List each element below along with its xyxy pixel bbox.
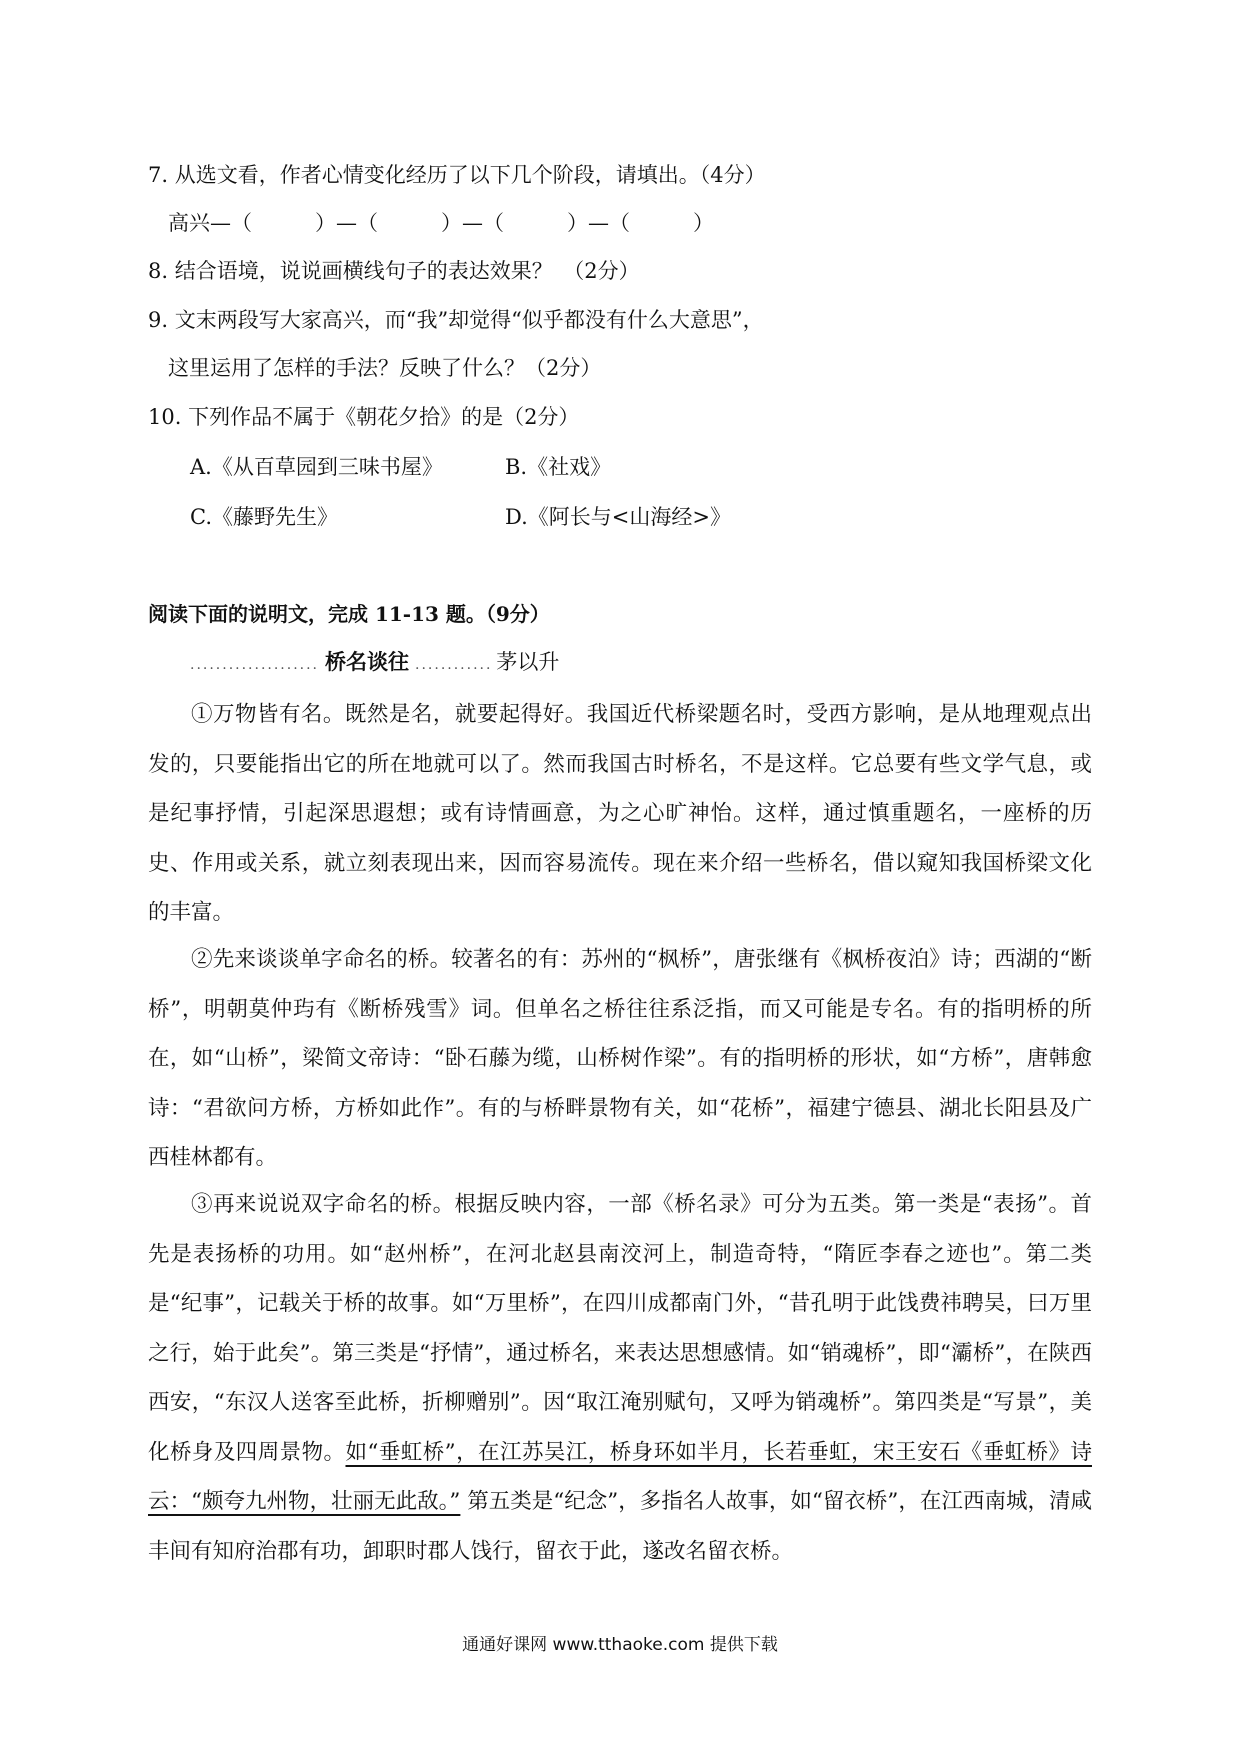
reading-section-heading: 阅读下面的说明文，完成 11-13 题。（9分） xyxy=(148,602,550,626)
paragraph-1: ①万物皆有名。既然是名，就要起得好。我国近代桥梁题名时，受西方影响，是从地理观点出发的，只要能指出它的所在地就可以了。然而我国古时桥名，不是这样。它总要有些文学气息，或是纪事抒情，引起深思遐想；或有诗情画意，为之心旷神怡。这样，通过慎重题名，一座桥的历史、作用或关系，就立刻表现出来，因而容易流传。现在来介绍一些桥名，借以窥知我国桥梁文化的丰富。 xyxy=(148,702,1092,925)
underlined-sentence: 如“垂虹桥”，在江苏吴江，桥身环如半月，长若垂虹，宋王安石《垂虹桥》诗云：“颇夸九州物，壮丽无此敌。” xyxy=(148,1439,1092,1514)
question-8: 8. 结合语境，说说画横线句子的表达效果？ （2分） xyxy=(148,259,640,283)
question-9-line-1: 9. 文末两段写大家高兴，而“我”却觉得“似乎都没有什么大意思”， xyxy=(148,308,764,332)
article-title: 桥名谈往 xyxy=(325,649,410,674)
option-d: D.《阿长与<山海经>》 xyxy=(505,505,731,529)
paragraph-2: ②先来谈谈单字命名的桥。较著名的有：苏州的“枫桥”，唐张继有《枫桥夜泊》诗；西湖的“断桥”，明朝莫仲玙有《断桥残雪》词。但单名之桥往往系泛指，而又可能是专名。有的指明桥的所在，如“山桥”，梁简文帝诗：“卧石藤为缆，山桥树作梁”。有的指明桥的形状，如“方桥”，唐韩愈诗：“君欲问方桥，方桥如此作”。有的与桥畔景物有关，如“花桥”，福建宁德县、湖北长阳县及广西桂林都有。 xyxy=(148,947,1092,1170)
article-author: 茅以升 xyxy=(496,650,560,674)
question-7: 7. 从选文看，作者心情变化经历了以下几个阶段，请填出。（4分） xyxy=(148,163,766,187)
paragraph-3 xyxy=(148,1180,1092,1576)
article-title-row xyxy=(190,646,559,676)
paragraph-3-text: ③再来说说双字命名的桥。根据反映内容，一部《桥名录》可分为五类。第一类是“表扬”。首先是表扬桥的功用。如“赵州桥”，在河北赵县南洨河上，制造奇特，“隋匠李春之迹也”。第二类是“纪事”，记载关于桥的故事。如“万里桥”，在四川成都南门外，“昔孔明于此饯费祎聘吴，曰万里之行，始于此矣”。第三类是“抒情”，通过桥名，来表达思想感情。如“销魂桥”，即“灞桥”，在陕西西安，“东汉人送客至此桥，折柳赠别”。因“取江淹别赋句，又呼为销魂桥”。第四类是“写景”，美化桥身及四周景物。 xyxy=(148,1192,1092,1465)
option-c: C.《藤野先生》 xyxy=(190,505,338,529)
paragraph-3-text-end: 第五类是“纪念”，多指名人故事，如“留衣桥”，在江西南城，清咸丰间有知府治郡有功，卸职时郡人饯行，留衣于此，遂改名留衣桥。 xyxy=(148,1489,1092,1564)
option-b: B.《社戏》 xyxy=(505,455,612,479)
leader-dots-right: ............ xyxy=(415,657,493,673)
question-9-line-2: 这里运用了怎样的手法？反映了什么？（2分） xyxy=(168,356,602,380)
question-7-blanks: 高兴—（ ）—（ ）—（ ）—（ ） xyxy=(168,211,714,235)
leader-dots-left: .................... xyxy=(190,657,320,673)
option-a: A.《从百草园到三味书屋》 xyxy=(190,455,443,479)
question-10: 10. 下列作品不属于《朝花夕拾》的是（2分） xyxy=(148,405,580,429)
footer-credit: 通通好课网 www.tthaoke.com 提供下载 xyxy=(462,1635,778,1655)
